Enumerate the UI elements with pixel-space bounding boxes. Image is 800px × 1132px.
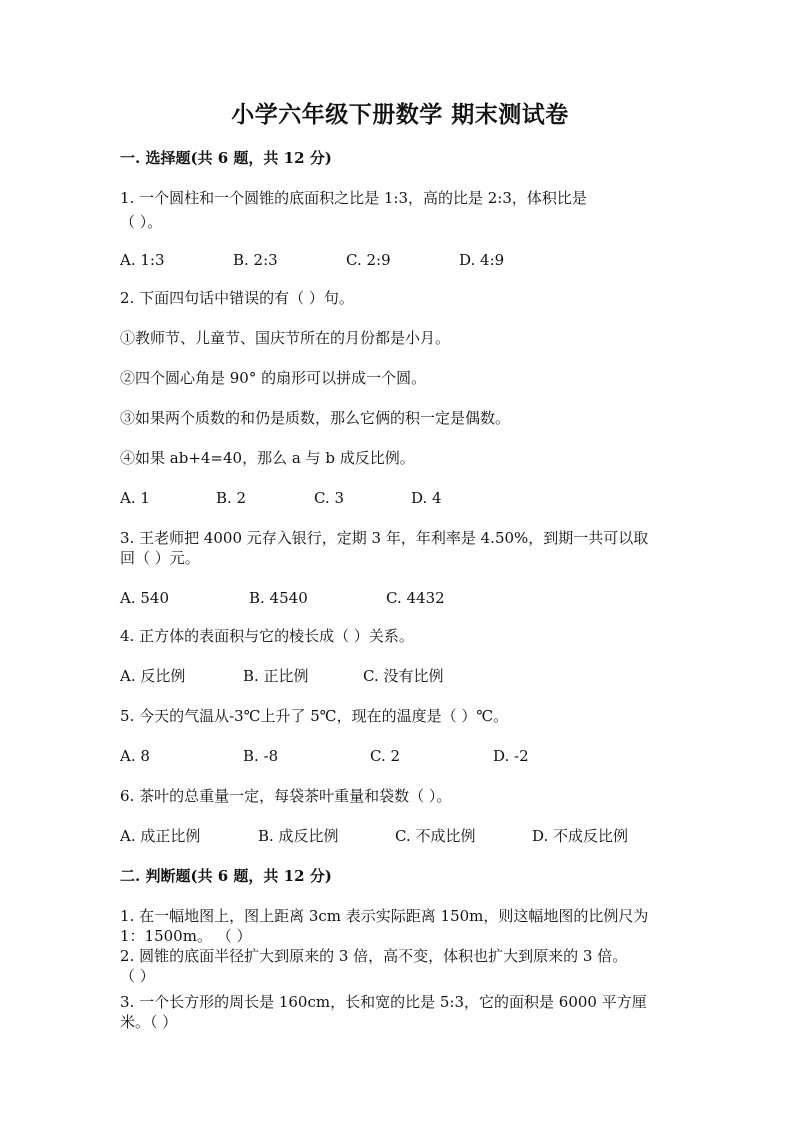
question-3-stem-cont: 回（ ）元。 (120, 549, 200, 567)
question-4-option-b: B. 正比例 (243, 667, 309, 685)
judgment-3-stem-cont: 米。（ ） (120, 1013, 178, 1031)
question-2-option-c: C. 3 (314, 489, 345, 507)
question-2-statement-3: ③如果两个质数的和仍是质数，那么它俩的积一定是偶数。 (120, 409, 511, 427)
question-2-statement-2: ②四个圆心角是 90° 的扇形可以拼成一个圆。 (120, 369, 427, 387)
question-5-stem: 5. 今天的气温从-3℃上升了 5℃，现在的温度是（ ）℃。 (120, 707, 509, 725)
question-6-stem: 6. 茶叶的总重量一定，每袋茶叶重量和袋数（ ）。 (120, 787, 452, 805)
question-1-stem-cont: （ ）。 (120, 213, 163, 231)
question-4-option-c: C. 没有比例 (363, 667, 444, 685)
question-3-option-a: A. 540 (120, 589, 169, 607)
question-1-option-c: C. 2:9 (346, 251, 391, 269)
page-title: 小学六年级下册数学 期末测试卷 (231, 101, 569, 128)
question-6-option-b: B. 成反比例 (258, 827, 339, 845)
question-2-stem: 2. 下面四句话中错误的有（ ）句。 (120, 289, 354, 307)
question-4-option-a: A. 反比例 (120, 667, 186, 685)
question-3-option-c: C. 4432 (386, 589, 445, 607)
question-1-option-d: D. 4:9 (459, 251, 505, 269)
judgment-3-stem: 3. 一个长方形的周长是 160cm，长和宽的比是 5:3，它的面积是 6000 平方厘 (120, 993, 647, 1011)
question-5-option-d: D. -2 (493, 747, 529, 765)
question-2-option-b: B. 2 (216, 489, 247, 507)
question-2-option-a: A. 1 (120, 489, 150, 507)
question-1-stem: 1. 一个圆柱和一个圆锥的底面积之比是 1:3，高的比是 2:3，体积比是 (120, 189, 587, 207)
question-5-option-c: C. 2 (370, 747, 401, 765)
question-3-stem: 3. 王老师把 4000 元存入银行，定期 3 年，年利率是 4.50%，到期一共可以取 (120, 529, 649, 547)
judgment-2-stem: 2. 圆锥的底面半径扩大到原来的 3 倍，高不变，体积也扩大到原来的 3 倍。 (120, 947, 628, 965)
question-3-option-b: B. 4540 (249, 589, 308, 607)
question-1-option-b: B. 2:3 (233, 251, 278, 269)
section-heading-choice: 一. 选择题(共 6 题，共 12 分) (120, 149, 332, 167)
question-2-statement-1: ①教师节、儿童节、国庆节所在的月份都是小月。 (120, 329, 451, 347)
section-heading-judgment: 二. 判断题(共 6 题，共 12 分) (120, 867, 332, 885)
question-2-statement-4: ④如果 ab+4=40，那么 a 与 b 成反比例。 (120, 449, 415, 467)
question-1-option-a: A. 1:3 (120, 251, 165, 269)
judgment-2-stem-cont: （ ） (120, 967, 155, 985)
question-2-option-d: D. 4 (411, 489, 442, 507)
judgment-1-stem: 1. 在一幅地图上，图上距离 3cm 表示实际距离 150m，则这幅地图的比例尺为 (120, 907, 649, 925)
question-6-option-d: D. 不成反比例 (532, 827, 629, 845)
question-5-option-b: B. -8 (243, 747, 279, 765)
question-6-option-c: C. 不成比例 (395, 827, 476, 845)
question-4-stem: 4. 正方体的表面积与它的棱长成（ ）关系。 (120, 627, 414, 645)
question-5-option-a: A. 8 (120, 747, 150, 765)
question-6-option-a: A. 成正比例 (120, 827, 201, 845)
judgment-1-stem-cont: 1：1500m。 （ ） (120, 927, 252, 945)
